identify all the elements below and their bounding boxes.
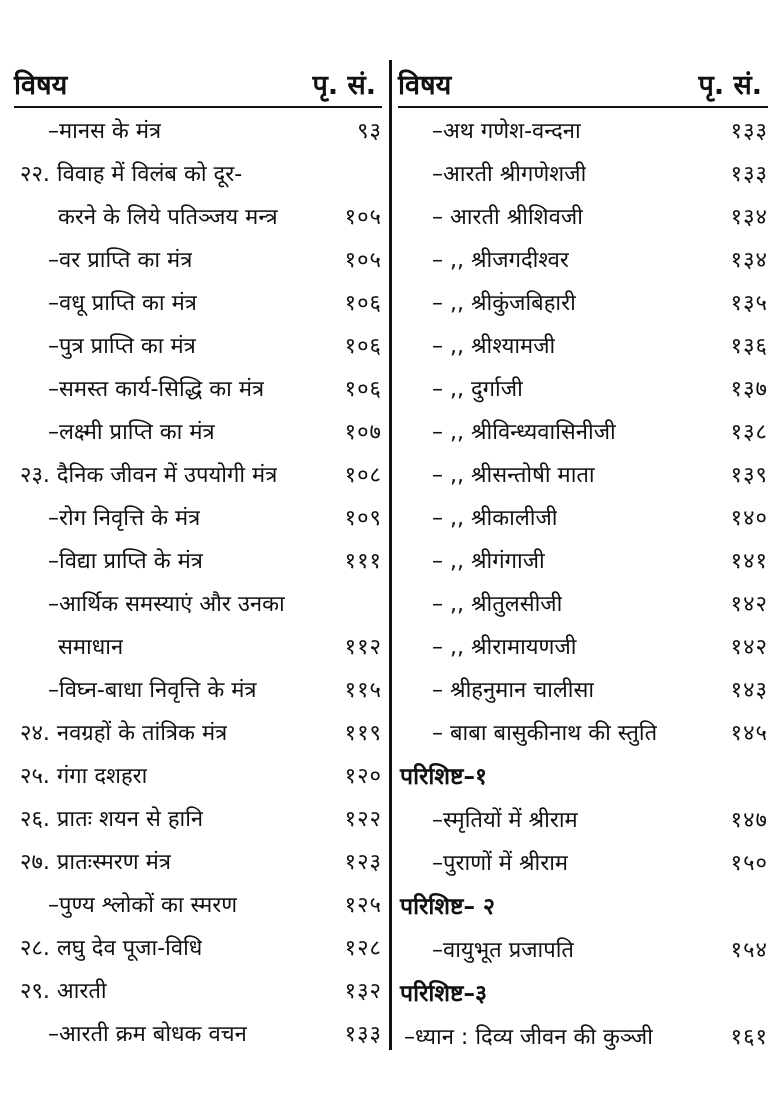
toc-entry: [398, 667, 768, 710]
entry-title: – ,, श्रीविन्ध्यवासिनीजी: [432, 419, 616, 445]
toc-entry: [398, 927, 768, 970]
entry-page-number: १४१: [730, 548, 768, 574]
entry-page-number: १०६: [344, 333, 382, 359]
entry-page-number: १२३: [344, 849, 382, 875]
entry-page-number: ११२: [344, 634, 382, 660]
toc-entry: [14, 667, 382, 710]
entry-page-number: ९३: [357, 118, 382, 144]
entry-page-number: १०८: [344, 462, 382, 488]
entry-title: –पुराणों में श्रीराम: [432, 850, 569, 876]
toc-entry: [398, 194, 768, 237]
entry-title: – ,, श्रीजगदीश्वर: [432, 247, 569, 273]
entry-title: – ,, दुर्गाजी: [432, 376, 523, 402]
entry-page-number: १०६: [344, 290, 382, 316]
toc-entry: [14, 1011, 382, 1054]
right-column-header: [398, 60, 768, 108]
entry-title: –वायुभूत प्रजापति: [432, 937, 574, 963]
entry-title: – आरती श्रीशिवजी: [432, 204, 583, 230]
toc-entry: [398, 151, 768, 194]
toc-entry: [14, 495, 382, 538]
entry-title: –वर प्राप्ति का मंत्र: [48, 247, 193, 273]
toc-entry: [398, 366, 768, 409]
entry-page-number: १२८: [344, 935, 382, 961]
entry-page-number: १५४: [730, 937, 768, 963]
entry-page-number: १३३: [730, 118, 768, 144]
entry-page-number: १४३: [730, 677, 768, 703]
right-entries: [398, 108, 768, 1057]
toc-entry: [14, 624, 382, 667]
entry-title: –वधू प्राप्ति का मंत्र: [48, 290, 197, 316]
left-entries: [14, 108, 382, 1054]
entry-page-number: १३३: [344, 1021, 382, 1047]
entry-page-number: १०७: [344, 419, 382, 445]
toc-entry: [14, 581, 382, 624]
entry-title: २९. आरती: [20, 978, 107, 1004]
entry-title: – श्रीहनुमान चालीसा: [432, 677, 595, 703]
toc-entry: [14, 796, 382, 839]
entry-title: परिशिष्ट–१: [400, 764, 487, 790]
entry-title: २३. दैनिक जीवन में उपयोगी मंत्र: [20, 462, 278, 488]
entry-title: –ध्यान : दिव्य जीवन की कुञ्जी: [404, 1024, 653, 1050]
toc-entry: [14, 882, 382, 925]
toc-entry: [14, 280, 382, 323]
toc-entry: [14, 151, 382, 194]
entry-page-number: १४७: [730, 807, 768, 833]
entry-title: –आरती श्रीगणेशजी: [432, 161, 587, 187]
entry-page-number: १५०: [730, 850, 768, 876]
entry-title: परिशिष्ट– २: [400, 894, 495, 920]
toc-entry: [398, 624, 768, 667]
entry-page-number: १२०: [344, 763, 382, 789]
entry-title: –विद्या प्राप्ति के मंत्र: [48, 548, 203, 574]
entry-title: – ,, श्रीकालीजी: [432, 505, 558, 531]
appendix-heading: [398, 753, 768, 797]
entry-page-number: १३२: [344, 978, 382, 1004]
entry-title: –रोग निवृत्ति के मंत्र: [48, 505, 201, 531]
toc-entry: [14, 323, 382, 366]
toc-entry: [398, 452, 768, 495]
left-column: [14, 60, 382, 1054]
entry-title: २७. प्रातःस्मरण मंत्र: [20, 849, 171, 875]
entry-page-number: १४५: [730, 720, 768, 746]
column-divider: [389, 60, 392, 1050]
toc-entry: [14, 409, 382, 452]
toc-entry: [398, 1014, 768, 1057]
entry-title: –आरती क्रम बोधक वचन: [48, 1021, 247, 1047]
entry-page-number: १४०: [730, 505, 768, 531]
toc-entry: [398, 409, 768, 452]
toc-entry: [14, 452, 382, 495]
toc-entry: [398, 280, 768, 323]
entry-title: २५. गंगा दशहरा: [20, 763, 148, 789]
entry-title: – ,, श्रीश्यामजी: [432, 333, 556, 359]
entry-page-number: १३३: [730, 161, 768, 187]
entry-title: २२. विवाह में विलंब को दूर-: [20, 161, 243, 187]
entry-page-number: १३७: [730, 376, 768, 402]
toc-entry: [398, 797, 768, 840]
appendix-heading: [398, 970, 768, 1014]
page-number-heading: पृ. सं.: [312, 69, 376, 101]
toc-entry: [14, 753, 382, 796]
entry-title: – ,, श्रीतुलसीजी: [432, 591, 563, 617]
entry-page-number: १११: [344, 548, 382, 574]
toc-entry: [398, 710, 768, 753]
toc-entry: [398, 538, 768, 581]
entry-page-number: ११५: [344, 677, 382, 703]
toc-entry: [14, 237, 382, 280]
entry-page-number: १३८: [730, 419, 768, 445]
entry-page-number: १०९: [344, 505, 382, 531]
toc-entry: [14, 968, 382, 1011]
entry-page-number: १०५: [344, 247, 382, 273]
entry-title: –पुत्र प्राप्ति का मंत्र: [48, 333, 196, 359]
entry-page-number: ११९: [344, 720, 382, 746]
toc-entry: [398, 237, 768, 280]
entry-page-number: १२२: [344, 806, 382, 832]
toc-entry: [14, 366, 382, 409]
toc-entry: [398, 323, 768, 366]
toc-entry: [398, 495, 768, 538]
entry-title: –मानस के मंत्र: [48, 118, 162, 144]
entry-title: – ,, श्रीरामायणजी: [432, 634, 577, 660]
entry-title: –पुण्य श्लोकों का स्मरण: [48, 892, 238, 918]
entry-title: २८. लघु देव पूजा-विधि: [20, 935, 203, 961]
entry-page-number: १३६: [730, 333, 768, 359]
entry-page-number: १३९: [730, 462, 768, 488]
entry-page-number: १०६: [344, 376, 382, 402]
right-column: [398, 60, 768, 1057]
entry-title: समाधान: [58, 634, 124, 660]
entry-title: २४. नवग्रहों के तांत्रिक मंत्र: [20, 720, 228, 746]
entry-title: परिशिष्ट–३: [400, 981, 487, 1007]
appendix-heading: [398, 883, 768, 927]
toc-entry: [14, 108, 382, 151]
toc-entry: [14, 194, 382, 237]
toc-entry: [14, 839, 382, 882]
entry-page-number: १३४: [730, 247, 768, 273]
entry-page-number: १४२: [730, 591, 768, 617]
toc-entry: [14, 538, 382, 581]
entry-page-number: १०५: [344, 204, 382, 230]
entry-title: –आर्थिक समस्याएं और उनका: [48, 591, 285, 617]
subject-heading: विषय: [14, 69, 68, 101]
toc-entry: [398, 840, 768, 883]
entry-title: – ,, श्रीगंगाजी: [432, 548, 545, 574]
toc-entry: [398, 581, 768, 624]
toc-entry: [14, 710, 382, 753]
entry-page-number: १२५: [344, 892, 382, 918]
entry-title: करने के लिये पतिञ्जय मन्त्र: [58, 204, 278, 230]
entry-title: –विघ्न-बाधा निवृत्ति के मंत्र: [48, 677, 257, 703]
entry-title: २६. प्रातः शयन से हानि: [20, 806, 204, 832]
toc-entry: [398, 108, 768, 151]
entry-page-number: १३४: [730, 204, 768, 230]
toc-entry: [14, 925, 382, 968]
entry-title: – ,, श्रीसन्तोषी माता: [432, 462, 595, 488]
entry-title: –स्मृतियों में श्रीराम: [432, 807, 578, 833]
entry-title: –समस्त कार्य-सिद्धि का मंत्र: [48, 376, 265, 402]
entry-title: – ,, श्रीकुंजबिहारी: [432, 290, 576, 316]
entry-page-number: १४२: [730, 634, 768, 660]
entry-page-number: १६१: [730, 1024, 768, 1050]
entry-title: –लक्ष्मी प्राप्ति का मंत्र: [48, 419, 215, 445]
left-column-header: [14, 60, 382, 108]
page-number-heading: पृ. सं.: [698, 69, 762, 101]
entry-title: –अथ गणेश-वन्दना: [432, 118, 581, 144]
entry-page-number: १३५: [730, 290, 768, 316]
subject-heading: विषय: [398, 69, 452, 101]
entry-title: – बाबा बासुकीनाथ की स्तुति: [432, 720, 658, 746]
